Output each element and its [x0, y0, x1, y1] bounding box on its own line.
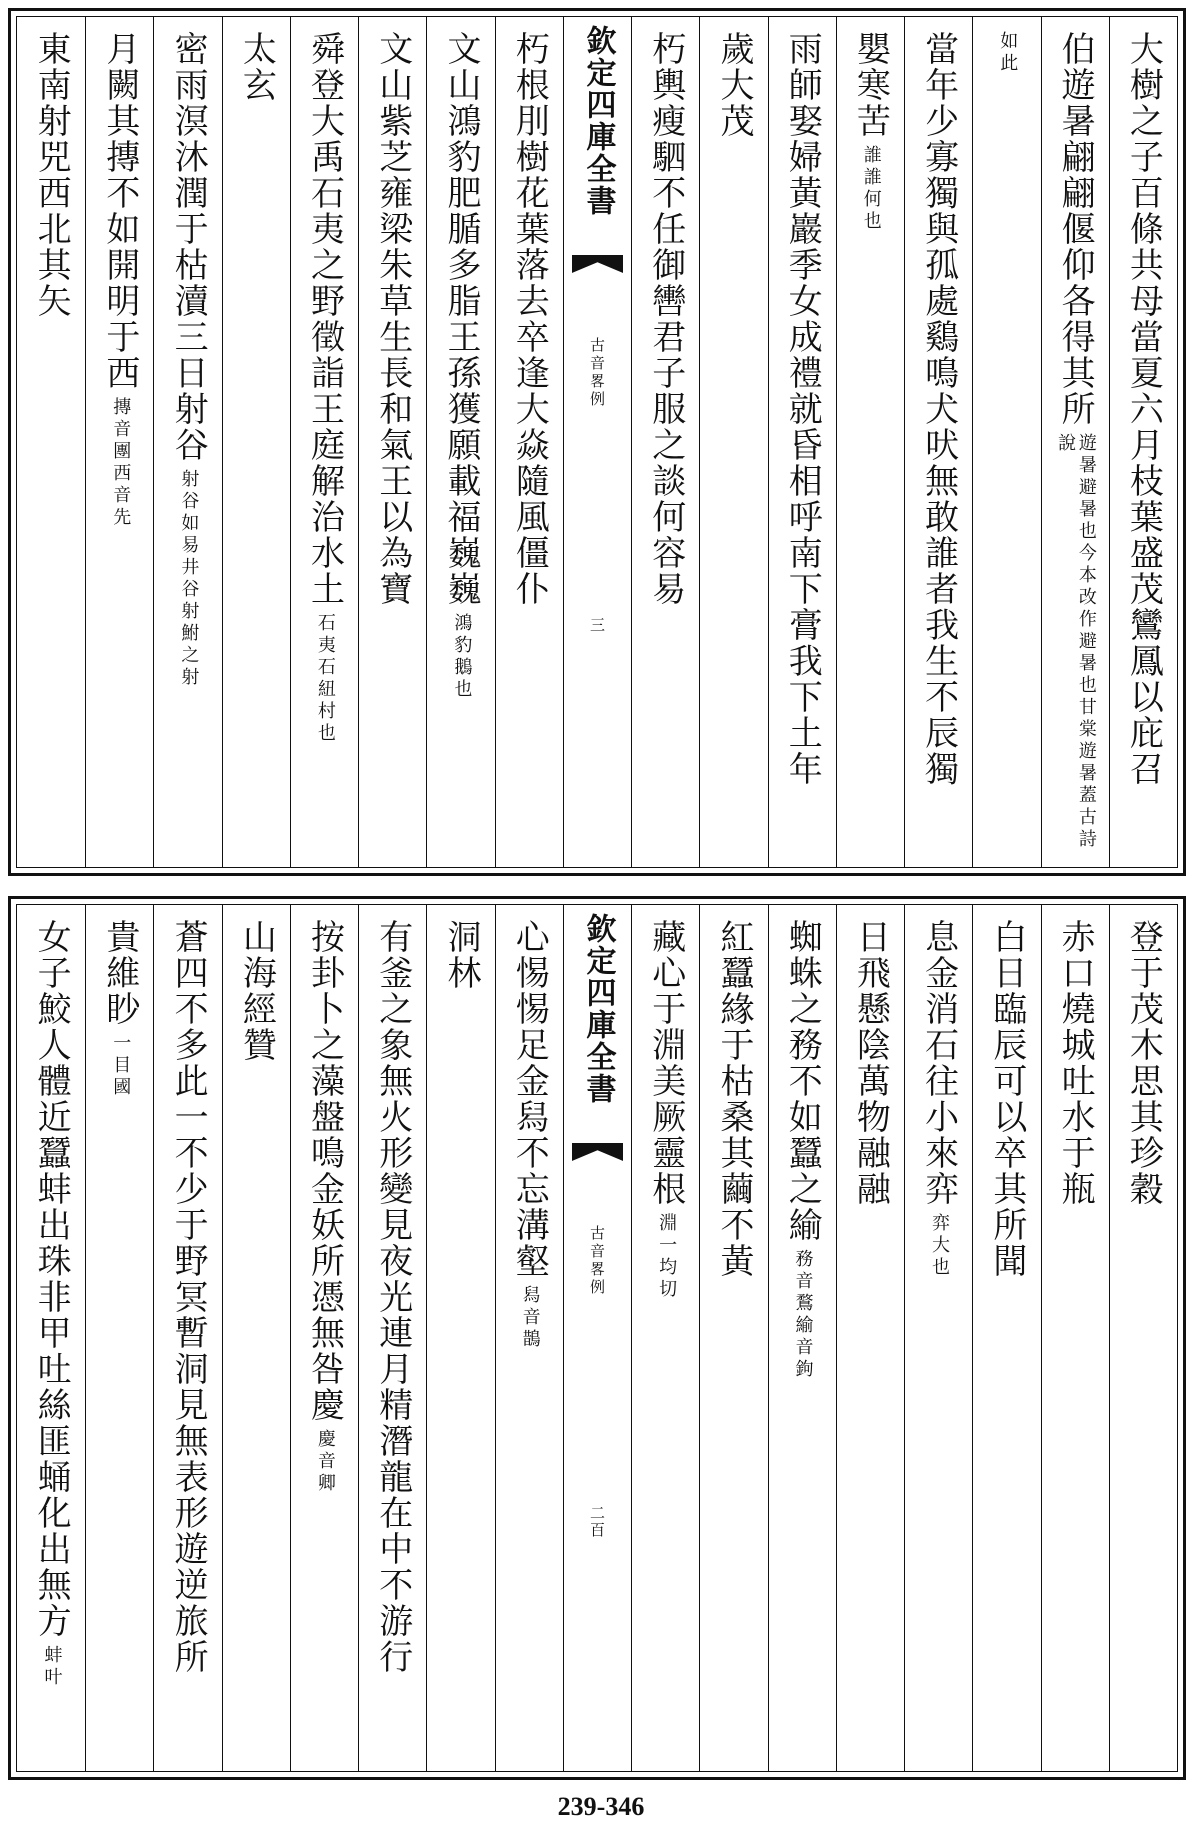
main-text: 蒼四不多此一不少于野冥暫洞見無表形遊逆旅所: [168, 919, 209, 1675]
annotation-note: 一目國: [110, 1033, 132, 1099]
bottom-text-column: [1041, 905, 1109, 1771]
annotation-note: 鴻豹鵝也: [451, 613, 473, 701]
bottom-text-column: [222, 905, 290, 1771]
main-text: 朽輿瘦駟不任御轡君子服之談何容易: [645, 31, 686, 607]
main-text: 密雨溟沐潤于枯瀆三日射谷: [168, 31, 209, 463]
chapter-title-label: 古音畧例: [587, 337, 606, 409]
top-text-column: [631, 17, 699, 867]
annotation-note: 弈大也: [929, 1213, 950, 1279]
main-text: 心惕惕足金舄不忘溝壑: [509, 919, 550, 1279]
top-center-margin-column: [563, 17, 631, 867]
main-text: 大樹之子百條共母當夏六月枝葉盛茂鸞鳳以庇召: [1123, 31, 1164, 787]
bottom-text-column: [153, 905, 221, 1771]
chapter-title-label: 古音畧例: [587, 1225, 606, 1297]
top-text-column: [904, 17, 972, 867]
annotation-note: 淵一均切: [656, 1213, 678, 1301]
top-text-column: [972, 17, 1040, 867]
book-title-label: 欽定四庫全書: [580, 913, 616, 1105]
main-text: 歲大茂: [713, 31, 754, 139]
leaf-number-label: 三: [587, 617, 606, 634]
bottom-text-column: [836, 905, 904, 1771]
main-text: 蜘蛛之務不如蠶之緰: [782, 919, 823, 1243]
bottom-text-column: [17, 905, 85, 1771]
main-text: 日飛懸陰萬物融融: [850, 919, 891, 1207]
bottom-text-column: [426, 905, 494, 1771]
main-text: 女子鮫人體近蠶蚌出珠非甲吐絲匪蛹化出無方: [31, 919, 72, 1639]
leaf-number-label: 二百: [587, 1505, 606, 1539]
top-text-column: [1041, 17, 1109, 867]
bottom-text-column: [699, 905, 767, 1771]
top-text-column: [290, 17, 358, 867]
top-text-column: [495, 17, 563, 867]
bottom-text-column: [495, 905, 563, 1771]
main-text: 舜登大禹石夷之野徵詣王庭解治水土: [304, 31, 345, 607]
main-text: 白日臨辰可以卒其所聞: [986, 919, 1027, 1279]
top-text-column: [1109, 17, 1177, 867]
top-text-column: [17, 17, 85, 867]
main-text: 洞林: [441, 919, 482, 991]
top-text-column: [768, 17, 836, 867]
main-text: 當年少寡獨與孤處鷄鳴犬吠無敢誰者我生不辰獨: [918, 31, 959, 787]
bottom-text-column: [904, 905, 972, 1771]
top-text-column: [222, 17, 290, 867]
top-page-columns: [16, 16, 1178, 868]
annotation-note: 蚌叶: [41, 1645, 63, 1689]
fish-tail-ornament: [572, 255, 623, 273]
top-page-frame: [8, 8, 1186, 876]
main-text: 嬰寒苦: [850, 31, 891, 139]
main-text: 息金消石往小來弈: [918, 919, 959, 1207]
bottom-page-columns: [16, 904, 1178, 1772]
top-text-column: [85, 17, 153, 867]
bottom-text-column: [358, 905, 426, 1771]
bottom-center-margin-column: [563, 905, 631, 1771]
bottom-text-column: [85, 905, 153, 1771]
annotation-note: 遊暑避暑也今本改作避暑也甘棠遊暑蓋古詩說: [1055, 433, 1097, 851]
main-text: 赤口燒城吐水于瓶: [1055, 919, 1096, 1207]
bottom-page-frame: [8, 896, 1186, 1780]
main-text: 山海經贊: [236, 919, 277, 1063]
main-text: 登于茂木思其珍穀: [1123, 919, 1164, 1207]
top-text-column: [699, 17, 767, 867]
main-text: 月闕其摶不如開明于西: [99, 31, 140, 391]
annotation-note: 射谷如易井谷射鮒之射: [178, 469, 200, 689]
top-text-column: [358, 17, 426, 867]
main-text: 文山紫芝雍梁朱草生長和氣王以為寶: [372, 31, 413, 607]
main-text: 雨師娶婦黃巖季女成禮就昏相呼南下膏我下土年: [782, 31, 823, 787]
bottom-text-column: [631, 905, 699, 1771]
top-text-column: [426, 17, 494, 867]
main-text: 太玄: [236, 31, 277, 103]
annotation-note: 摶音團西音先: [110, 397, 132, 529]
annotation-note: 誰誰何也: [860, 145, 882, 233]
main-text: 貴維眇: [99, 919, 140, 1027]
annotation-note: 務音鶩緰音鉤: [792, 1249, 814, 1381]
bottom-text-column: [972, 905, 1040, 1771]
main-text: 東南射兕西北其矢: [31, 31, 72, 319]
top-text-column: [836, 17, 904, 867]
main-text: 文山鴻豹肥腯多脂王孫獲願載福巍巍: [441, 31, 482, 607]
bottom-text-column: [290, 905, 358, 1771]
fish-tail-ornament: [572, 1143, 623, 1161]
annotation-note: 舄音鵲: [519, 1285, 541, 1351]
page-folio-number: 239-346: [557, 1792, 645, 1821]
main-text: 紅蠶緣于枯桑其繭不黃: [713, 919, 754, 1279]
annotation-note: 如此: [997, 31, 1019, 75]
main-text: 藏心于淵美厥靈根: [645, 919, 686, 1207]
main-text: 伯遊暑翩翩偃仰各得其所: [1055, 31, 1096, 427]
annotation-note: 慶音卿: [314, 1429, 336, 1495]
main-text: 有釜之象無火形變見夜光連月精潛龍在中不游行: [372, 919, 413, 1675]
annotation-note: 石夷石紐村也: [314, 613, 336, 745]
bottom-text-column: [768, 905, 836, 1771]
bottom-text-column: [1109, 905, 1177, 1771]
main-text: 按卦卜之藻盤鳴金妖所憑無咎慶: [304, 919, 345, 1423]
book-title-label: 欽定四庫全書: [580, 25, 616, 217]
top-text-column: [153, 17, 221, 867]
main-text: 朽根刖樹花葉落去卒逢大焱隨風僵仆: [509, 31, 550, 607]
